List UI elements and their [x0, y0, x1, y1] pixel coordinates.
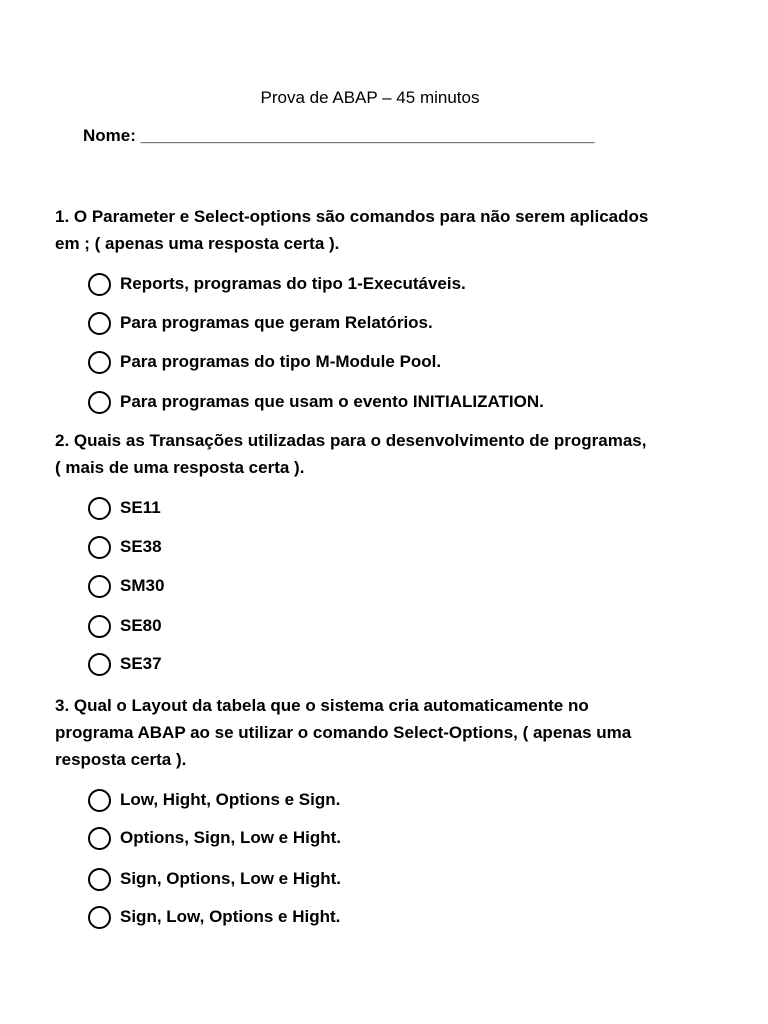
question-1-option-3[interactable]	[88, 347, 441, 377]
radio-circle-icon[interactable]	[88, 391, 111, 414]
radio-circle-icon[interactable]	[88, 827, 111, 850]
radio-circle-icon[interactable]	[88, 497, 111, 520]
option-label: SE80	[120, 616, 162, 635]
page-title: Prova de ABAP – 45 minutos	[260, 88, 480, 107]
radio-circle-icon[interactable]	[88, 536, 111, 559]
option-label: SE38	[120, 537, 162, 556]
question-1-option-2[interactable]	[88, 308, 433, 338]
option-label: SE11	[120, 498, 161, 517]
question-2-option-3[interactable]	[88, 571, 164, 601]
option-label: Para programas do tipo M-Module Pool.	[120, 352, 442, 371]
option-label: Sign, Low, Options e Hight.	[120, 907, 341, 926]
option-label: Low, Hight, Options e Sign.	[120, 790, 341, 809]
option-label: SE37	[120, 654, 162, 673]
question-3-option-2[interactable]	[88, 823, 341, 853]
question-2-option-1[interactable]	[88, 493, 161, 523]
radio-circle-icon[interactable]	[88, 615, 111, 638]
radio-circle-icon[interactable]	[88, 868, 111, 891]
radio-circle-icon[interactable]	[88, 653, 111, 676]
question-1-option-1[interactable]	[88, 269, 466, 299]
radio-circle-icon[interactable]	[88, 273, 111, 296]
question-2-option-4[interactable]	[88, 611, 162, 641]
option-label: Sign, Options, Low e Hight.	[120, 869, 341, 888]
question-2-option-5[interactable]	[88, 649, 162, 679]
option-label: SM30	[120, 576, 165, 595]
radio-circle-icon[interactable]	[88, 312, 111, 335]
question-3-option-1[interactable]	[88, 785, 340, 815]
question-2-option-2[interactable]	[88, 532, 162, 562]
question-3-option-4[interactable]	[88, 902, 340, 932]
question-1-text: 1. O Parameter e Select-options são comandos para não serem aplicados em ; ( apenas uma resposta certa ).	[55, 207, 649, 253]
radio-circle-icon[interactable]	[88, 351, 111, 374]
radio-circle-icon[interactable]	[88, 789, 111, 812]
option-label: Para programas que usam o evento INITIALIZATION.	[120, 392, 544, 411]
option-label: Options, Sign, Low e Hight.	[120, 828, 341, 847]
option-label: Para programas que geram Relatórios.	[120, 313, 433, 332]
option-label: Reports, programas do tipo 1-Executáveis.	[120, 274, 466, 293]
name-field-label: Nome: ________________________________________________	[83, 126, 595, 145]
radio-circle-icon[interactable]	[88, 575, 111, 598]
question-2-text: 2. Quais as Transações utilizadas para o desenvolvimento de programas, ( mais de uma resposta certa ).	[55, 431, 647, 477]
question-3-option-3[interactable]	[88, 864, 341, 894]
radio-circle-icon[interactable]	[88, 906, 111, 929]
question-1-option-4[interactable]	[88, 387, 544, 417]
question-3-text: 3. Qual o Layout da tabela que o sistema cria automaticamente no programa ABAP ao se utilizar o comando Select-Options, ( apenas uma resposta certa ).	[55, 696, 632, 769]
